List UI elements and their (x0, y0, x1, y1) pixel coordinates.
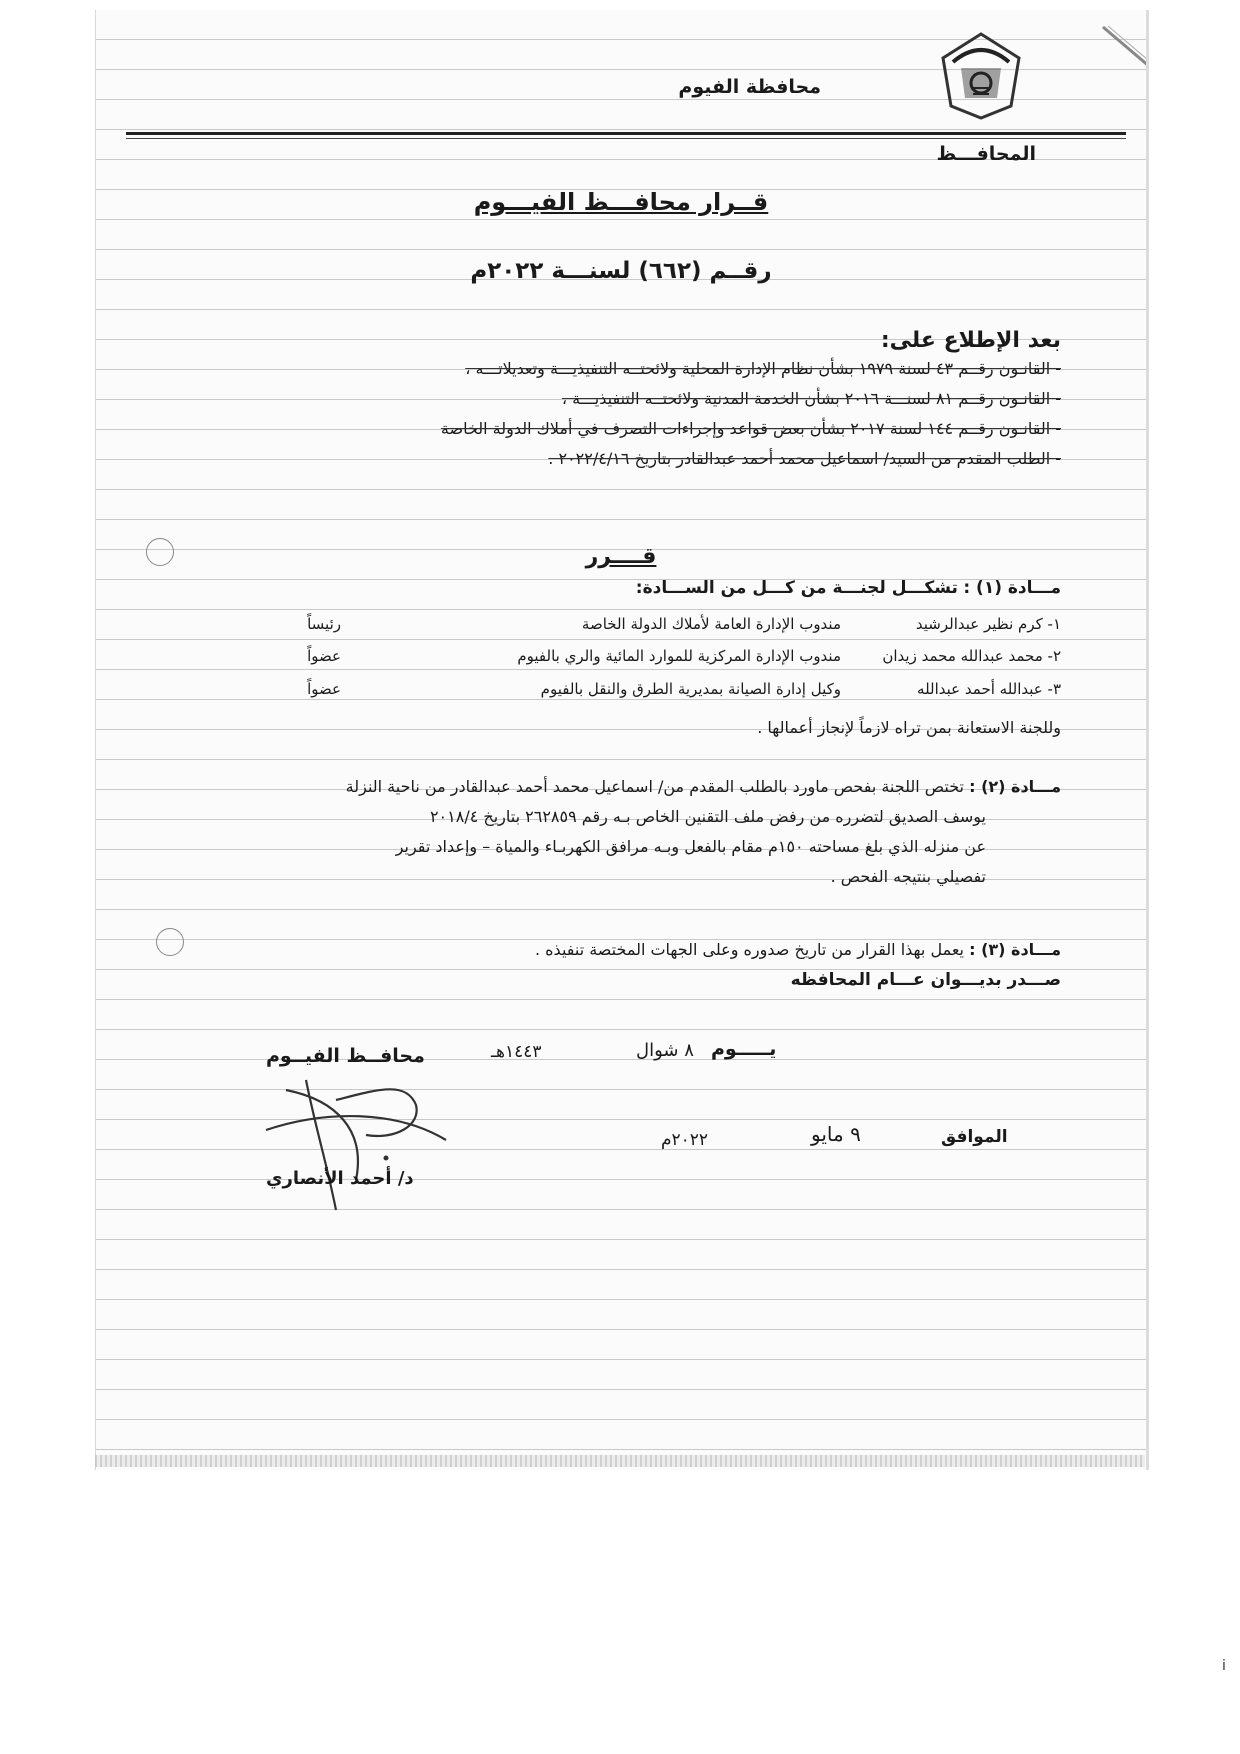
member-name: ٢- محمد عبدالله محمد زيدان (882, 647, 1061, 665)
day-label: يـــــوم (711, 1038, 777, 1060)
decided-heading: قــــرر (585, 544, 657, 569)
article-2-line: تختص اللجنة بفحص ماورد بالطلب المقدم من/ اسماعيل محمد أحمد عبدالقادر من ناحية النزلة (345, 777, 964, 796)
article-2-line: يوسف الصديق لتضرره من رفض ملف التقنين الخاص بـه رقم ٢٦٢٨٥٩ بتاريخ ٢٠١٨/٤ (429, 807, 986, 826)
header-authority-name: محافظة الفيوم (678, 76, 821, 98)
article-3-text: يعمل بهذا القرار من تاريخ صدوره وعلى الجهات المختصة تنفيذه . (534, 940, 964, 959)
scan-edge (95, 1455, 1145, 1467)
gregorian-date: ٩ مايو (811, 1122, 861, 1146)
member-name: ٣- عبدالله أحمد عبدالله (917, 680, 1061, 698)
handwritten-signature-icon (246, 1070, 476, 1220)
page-marker: i (1222, 1658, 1226, 1674)
article-2-label: مـــادة (٢) : (969, 777, 1061, 796)
hijri-date: ٨ شوال (636, 1040, 694, 1061)
article-1-label: مـــادة (١) : (963, 578, 1061, 598)
committee-member-row (241, 615, 1061, 641)
preamble-item: - القانـون رقــم ٤٣ لسنة ١٩٧٩ بشأن نظام الإدارة المحلية ولائحتــه التنفيذيـــة وتعديلاتـــه ، (465, 359, 1061, 378)
decision-number: رقــم (٦٦٢) لسنـــة ٢٠٢٢م (470, 258, 772, 284)
hijri-year: ١٤٤٣هـ (491, 1042, 542, 1062)
committee-member-row (241, 647, 1061, 673)
header-divider-thin (126, 138, 1126, 139)
gregorian-label: الموافق (941, 1127, 1008, 1147)
pen-mark-icon (1098, 22, 1149, 92)
gregorian-year: ٢٠٢٢م (661, 1130, 709, 1150)
member-role: عضواً (307, 647, 341, 665)
preamble-heading: بعد الإطلاع على: (880, 328, 1061, 353)
member-name: ١- كرم نظير عبدالرشيد (915, 615, 1061, 633)
article-1-text: تشكـــل لجنـــة من كـــل من الســـادة: (635, 578, 958, 598)
preamble-item: - القانـون رقــم ٨١ لسنـــة ٢٠١٦ بشأن الخدمة المدنية ولائحتــه التنفيذيـــة ، (561, 389, 1061, 408)
governorate-seal-icon (931, 28, 1031, 120)
member-position: مندوب الإدارة المركزية للموارد المائية والري بالفيوم (517, 647, 841, 665)
article-2 (181, 772, 1061, 892)
article-3-label: مـــادة (٣) : (969, 940, 1061, 959)
member-position: مندوب الإدارة العامة لأملاك الدولة الخاصة (581, 615, 841, 633)
hole-punch-mark (156, 928, 184, 956)
header-office-title: المحافـــظ (936, 143, 1036, 165)
article-3 (535, 940, 1061, 959)
member-role: رئيساً (307, 615, 341, 633)
governor-title: محافــظ الفيــوم (266, 1045, 425, 1067)
preamble-item: - القانـون رقــم ١٤٤ لسنة ٢٠١٧ بشأن بعض قواعد وإجراءات التصرف في أملاك الدولة الخاصة (440, 419, 1061, 438)
governor-name: د/ أحمد الأنصاري (266, 1168, 414, 1189)
decision-title: قــرار محافـــظ الفيـــوم (473, 188, 769, 216)
article-2-line: عن منزله الذي بلغ مساحته ١٥٠م مقام بالفعل وبـه مرافق الكهربـاء والمياة – وإعداد تقرير (395, 837, 986, 856)
article-1-note: وللجنة الاستعانة بمن تراه لازماً لإنجاز أعمالها . (757, 718, 1061, 737)
member-position: وكيل إدارة الصيانة بمديرية الطرق والنقل بالفيوم (540, 680, 841, 698)
preamble-item: - الطلب المقدم من السيد/ اسماعيل محمد أحمد عبدالقادر بتاريخ ٢٠٢٢/٤/١٦ . (548, 449, 1061, 468)
committee-member-row (241, 680, 1061, 706)
article-1 (636, 578, 1061, 598)
member-role: عضواً (307, 680, 341, 698)
article-2-line: تفصيلي بنتيجه الفحص . (830, 867, 986, 886)
scanned-decree-page (95, 10, 1149, 1470)
issued-line: صـــدر بديـــوان عـــام المحافظه (790, 970, 1061, 990)
header-divider (126, 132, 1126, 135)
